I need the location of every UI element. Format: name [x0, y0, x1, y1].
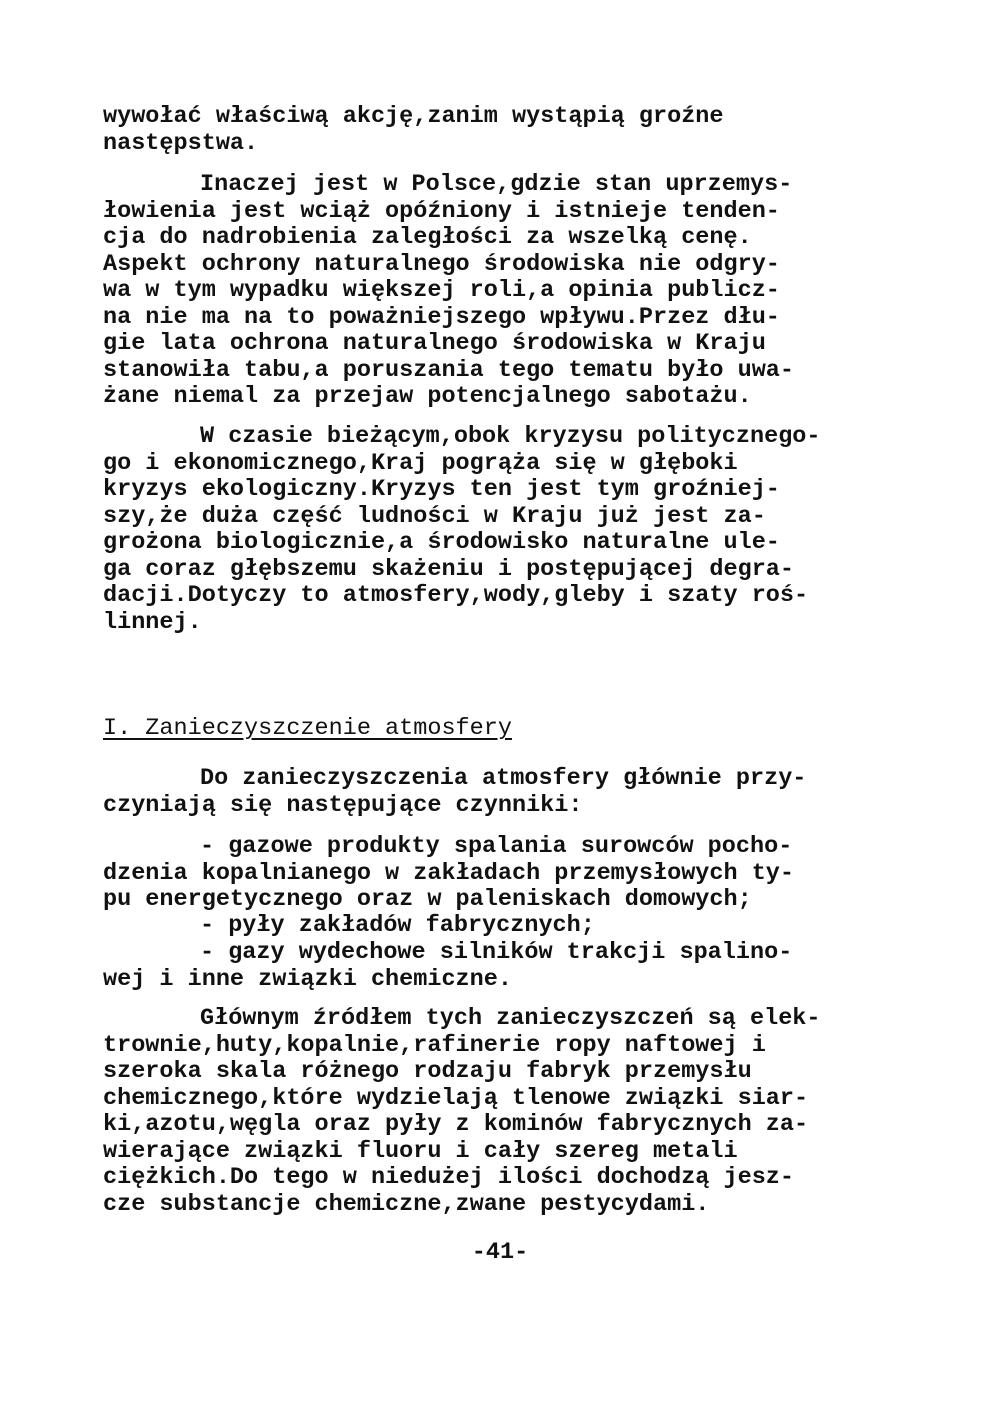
text-line: linnej.: [103, 608, 202, 636]
section-heading: I. Zanieczyszczenie atmosfery: [103, 715, 512, 742]
text-line: grożona biologicznie,a środowisko naturalne ule-: [103, 529, 780, 556]
list-item-gas-products: [103, 834, 933, 914]
text-line: żane niemal za przejaw potencjalnego sabotażu.: [103, 383, 752, 410]
text-line: pu energetycznego oraz w paleniskach domowych;: [103, 886, 752, 913]
text-line: - gazowe produkty spalania surowców pocho-: [200, 833, 793, 860]
text-line: trownie,huty,kopalnie,rafinerie ropy naftowej i: [103, 1031, 766, 1059]
text-line: Głównym źródłem tych zanieczyszczeń są elek-: [200, 1005, 821, 1032]
section-heading-block: [103, 716, 933, 743]
paragraph-poland-industrialization: [103, 172, 933, 411]
text-line: na nie ma na to poważniejszego wpływu.Przez dłu-: [103, 303, 780, 331]
text-line: Inaczej jest w Polsce,gdzie stan uprzemys-: [200, 171, 793, 198]
list-item-exhaust-gases: [103, 940, 933, 993]
text-line: ciężkich.Do tego w niedużej ilości dochodzą jesz-: [103, 1164, 795, 1191]
text-line: dzenia kopalnianego w zakładach przemysłowych ty-: [103, 859, 795, 887]
list-item-dust: [103, 913, 933, 940]
text-line: cze substancje chemiczne,zwane pestycydami.: [103, 1190, 710, 1218]
text-line: wej i inne związki chemiczne.: [103, 965, 512, 993]
text-line: chemicznego,które wydzielają tlenowe związki siar-: [103, 1084, 809, 1112]
text-line: następstwa.: [103, 129, 259, 157]
text-line: dacji.Dotyczy to atmosfery,wody,gleby i szaty roś-: [103, 582, 809, 609]
text-line: cja do nadrobienia zaległości za wszelką cenę.: [103, 224, 752, 251]
text-line: szeroka skala różnego rodzaju fabryk przemysłu: [103, 1058, 752, 1085]
text-line: stanowiła tabu,a poruszania tego tematu było uwa-: [103, 356, 795, 384]
text-line: - pyły zakładów fabrycznych;: [200, 912, 595, 939]
paragraph-continuation: [103, 104, 933, 157]
text-line: łowienia jest wciąż opóźniony i istnieje tenden-: [103, 197, 780, 225]
text-line: - gazy wydechowe silników trakcji spalino-: [200, 939, 793, 966]
text-line: Aspekt ochrony naturalnego środowiska nie odgry-: [103, 250, 780, 278]
paragraph-atmosphere-factors: [103, 766, 933, 819]
text-line: wa w tym wypadku większej roli,a opinia publicz-: [103, 277, 780, 304]
text-line: go i ekonomicznego,Kraj pogrąża się w głęboki: [103, 449, 738, 477]
text-line: wierające związki fluoru i cały szereg metali: [103, 1137, 738, 1165]
text-line: czyniają się następujące czynniki:: [103, 791, 583, 819]
page-number: -41-: [471, 1239, 529, 1266]
text-line: gie lata ochrona naturalnego środowiska w Kraju: [103, 330, 766, 357]
paragraph-main-sources: [103, 1006, 933, 1218]
text-line: wywołać właściwą akcję,zanim wystąpią groźne: [103, 103, 724, 130]
text-line: ga coraz głębszemu skażeniu i postępującej degra-: [103, 555, 795, 583]
paragraph-ecological-crisis: [103, 424, 933, 636]
text-line: ki,azotu,węgla oraz pyły z kominów fabrycznych za-: [103, 1111, 809, 1138]
text-line: Do zanieczyszczenia atmosfery głównie przy-: [200, 765, 807, 792]
text-line: W czasie bieżącym,obok kryzysu politycznego-: [200, 423, 821, 450]
text-line: kryzys ekologiczny.Kryzys ten jest tym groźniej-: [103, 476, 780, 503]
text-line: szy,że duża część ludności w Kraju już jest za-: [103, 502, 766, 530]
